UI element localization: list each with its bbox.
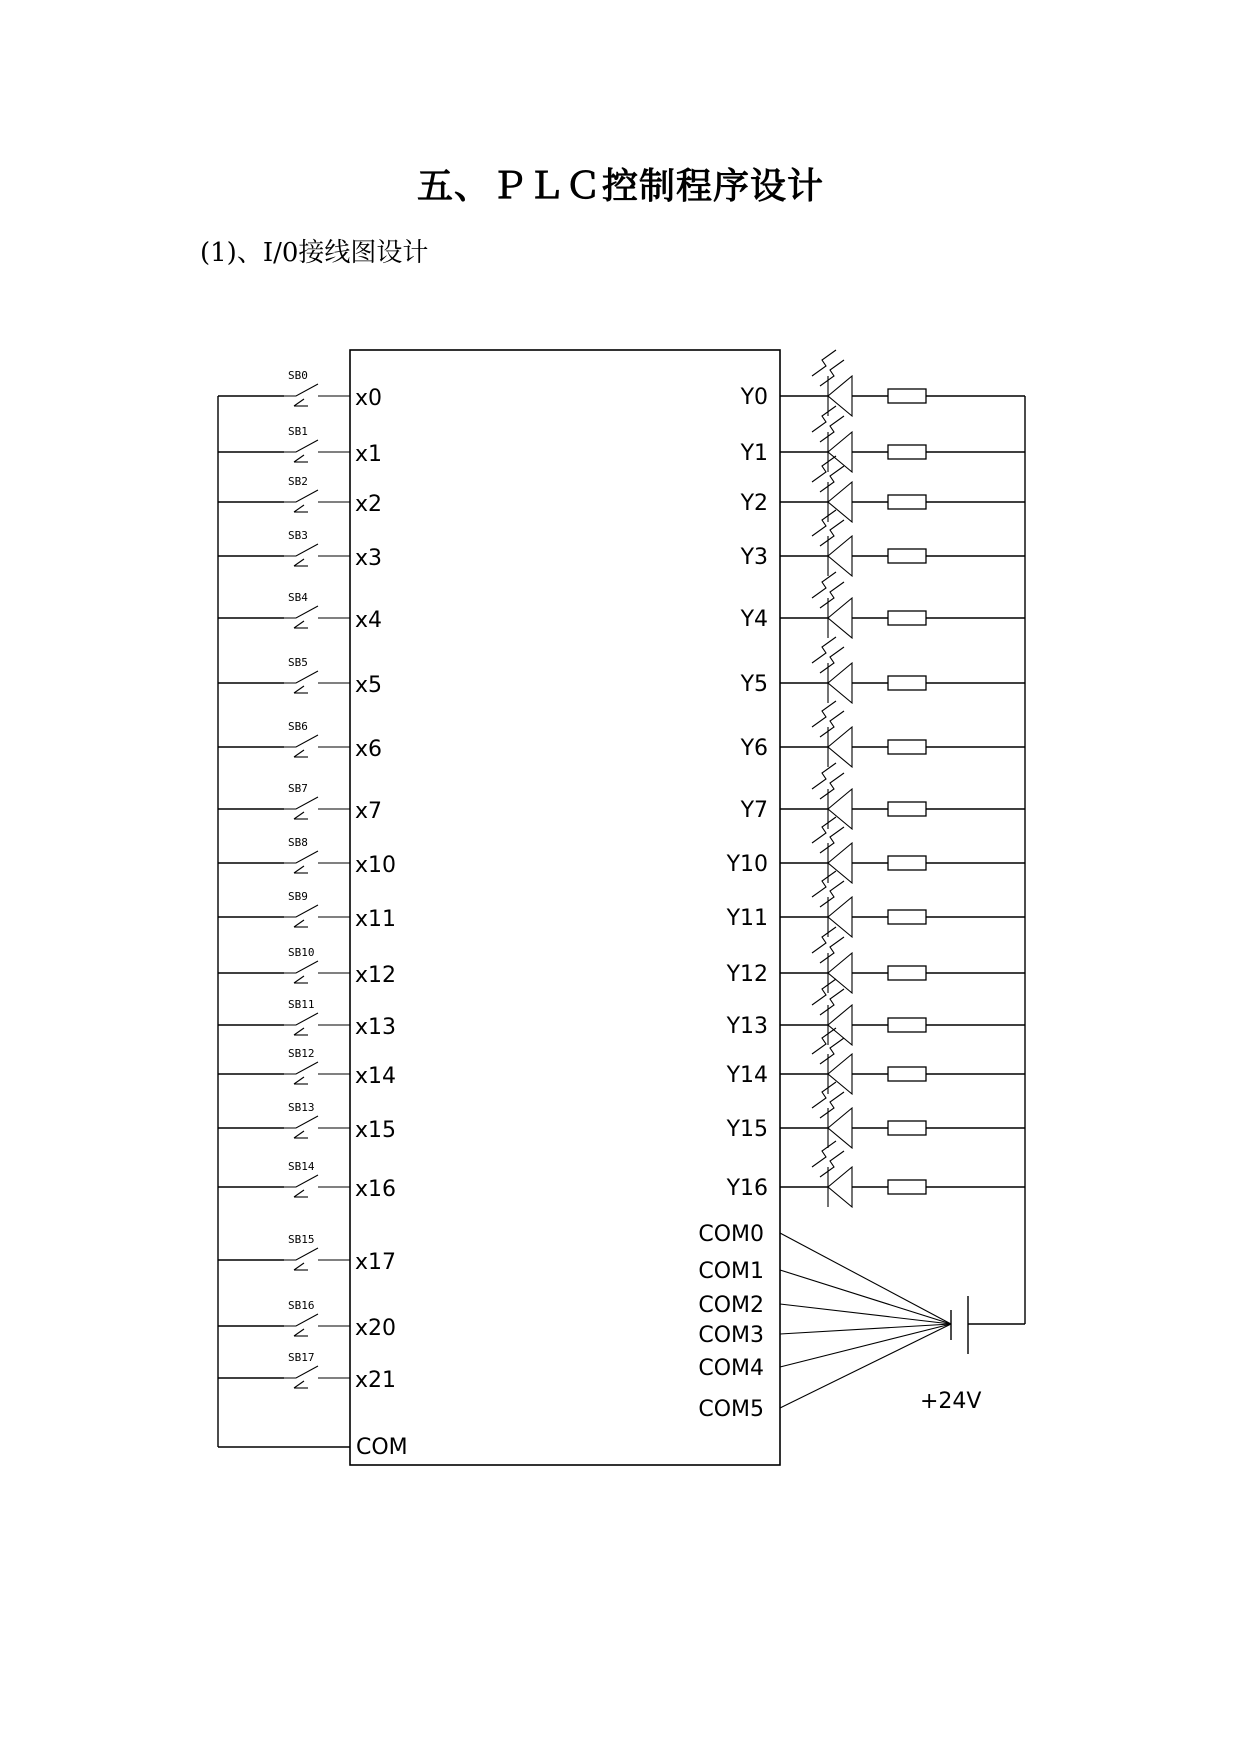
input-terminal-label: x11 — [355, 907, 397, 932]
output-terminal-label: Y4 — [740, 607, 768, 632]
resistor-icon — [888, 676, 926, 690]
resistor-icon — [888, 1018, 926, 1032]
common-terminal-label: COM4 — [698, 1356, 764, 1381]
output-channel — [726, 927, 1025, 993]
input-terminal-label: x20 — [355, 1316, 397, 1341]
output-terminal-label: Y3 — [740, 545, 768, 570]
resistor-icon — [888, 611, 926, 625]
resistor-icon — [888, 389, 926, 403]
output-channel — [726, 1028, 1025, 1094]
input-terminal-label: x0 — [355, 386, 383, 411]
input-terminal-label: x5 — [355, 673, 383, 698]
input-terminal-label: x13 — [355, 1015, 397, 1040]
resistor-icon — [888, 1121, 926, 1135]
push-button-switch-icon — [284, 797, 350, 819]
switch-label: SB13 — [288, 1101, 315, 1114]
section-subtitle: (1)、I/0接线图设计 — [200, 238, 429, 268]
common-terminal-label: COM2 — [698, 1293, 764, 1318]
push-button-switch-icon — [284, 961, 350, 983]
switch-label: SB2 — [288, 475, 308, 488]
input-channel — [218, 475, 382, 517]
output-terminal-label: Y16 — [726, 1176, 768, 1201]
input-terminal-label: x14 — [355, 1064, 397, 1089]
output-terminal-label: Y11 — [726, 906, 768, 931]
switch-label: SB11 — [288, 998, 315, 1011]
led-icon — [812, 406, 852, 472]
output-terminal-label: Y10 — [726, 852, 768, 877]
switch-label: SB12 — [288, 1047, 315, 1060]
switch-label: SB14 — [288, 1160, 315, 1173]
led-icon — [812, 350, 852, 416]
output-channel — [726, 1082, 1025, 1148]
output-channel — [726, 1141, 1025, 1207]
led-icon — [812, 701, 852, 767]
output-channel — [726, 817, 1025, 883]
output-terminal-label: Y2 — [740, 491, 768, 516]
push-button-switch-icon — [284, 544, 350, 566]
output-terminal-label: Y7 — [740, 798, 768, 823]
led-icon — [812, 1028, 852, 1094]
push-button-switch-icon — [284, 384, 350, 406]
common-terminal-label: COM3 — [698, 1323, 764, 1348]
input-terminal-label: x2 — [355, 492, 383, 517]
output-channel — [740, 456, 1025, 522]
resistor-icon — [888, 1180, 926, 1194]
input-channel — [218, 529, 382, 571]
led-icon — [812, 1082, 852, 1148]
led-icon — [812, 871, 852, 937]
switch-label: SB0 — [288, 369, 308, 382]
resistor-icon — [888, 966, 926, 980]
input-channel — [218, 782, 382, 824]
input-channel — [218, 1101, 396, 1143]
push-button-switch-icon — [284, 1175, 350, 1197]
input-terminal-label: x4 — [355, 608, 383, 633]
led-icon — [812, 817, 852, 883]
common-terminal-label: COM1 — [698, 1259, 764, 1284]
input-terminal-label: x6 — [355, 737, 383, 762]
push-button-switch-icon — [284, 735, 350, 757]
push-button-switch-icon — [284, 440, 350, 462]
push-button-switch-icon — [284, 1062, 350, 1084]
input-channel — [218, 946, 396, 988]
output-terminal-label: Y15 — [726, 1117, 768, 1142]
battery-icon — [951, 1296, 1025, 1354]
input-terminal-label: x17 — [355, 1250, 397, 1275]
switch-label: SB3 — [288, 529, 308, 542]
input-channel — [218, 998, 396, 1040]
input-channel — [218, 720, 382, 762]
input-terminal-label: x1 — [355, 442, 383, 467]
input-com-label: COM — [356, 1435, 408, 1460]
switch-label: SB16 — [288, 1299, 315, 1312]
switch-label: SB4 — [288, 591, 308, 604]
common-terminal-label: COM0 — [698, 1222, 764, 1247]
input-channel — [218, 1160, 396, 1202]
input-terminal-label: x10 — [355, 853, 397, 878]
output-common-channel — [698, 1323, 951, 1348]
output-terminal-label: Y6 — [740, 736, 768, 761]
push-button-switch-icon — [284, 606, 350, 628]
input-terminal-label: x7 — [355, 799, 383, 824]
output-terminal-label: Y1 — [740, 441, 768, 466]
input-terminal-label: x21 — [355, 1368, 397, 1393]
switch-label: SB6 — [288, 720, 308, 733]
push-button-switch-icon — [284, 905, 350, 927]
push-button-switch-icon — [284, 851, 350, 873]
led-icon — [812, 1141, 852, 1207]
supply-label: +24V — [920, 1389, 982, 1414]
output-channel — [726, 871, 1025, 937]
switch-label: SB9 — [288, 890, 308, 903]
resistor-icon — [888, 910, 926, 924]
resistor-icon — [888, 740, 926, 754]
output-channel — [740, 406, 1025, 472]
push-button-switch-icon — [284, 490, 350, 512]
led-icon — [812, 979, 852, 1045]
output-terminal-label: Y5 — [740, 672, 768, 697]
input-channel — [218, 591, 382, 633]
push-button-switch-icon — [284, 1314, 350, 1336]
resistor-icon — [888, 1067, 926, 1081]
input-channel — [218, 1233, 396, 1275]
resistor-icon — [888, 445, 926, 459]
input-channel — [218, 369, 382, 411]
switch-label: SB5 — [288, 656, 308, 669]
output-channel — [740, 763, 1025, 829]
output-terminal-label: Y14 — [726, 1063, 768, 1088]
output-terminal-label: Y0 — [740, 385, 768, 410]
page-title: 五、ＰＬＣ控制程序设计 — [416, 165, 824, 207]
output-channel — [740, 701, 1025, 767]
resistor-icon — [888, 549, 926, 563]
switch-label: SB17 — [288, 1351, 315, 1364]
input-channel — [218, 1299, 396, 1341]
switch-label: SB15 — [288, 1233, 315, 1246]
input-terminal-label: x16 — [355, 1177, 397, 1202]
led-icon — [812, 637, 852, 703]
switch-label: SB10 — [288, 946, 315, 959]
input-channel — [218, 1047, 396, 1089]
push-button-switch-icon — [284, 671, 350, 693]
input-terminal-label: x3 — [355, 546, 383, 571]
input-terminal-label: x15 — [355, 1118, 397, 1143]
output-terminal-label: Y13 — [726, 1014, 768, 1039]
led-icon — [812, 456, 852, 522]
switch-label: SB8 — [288, 836, 308, 849]
input-channel — [218, 836, 396, 878]
resistor-icon — [888, 856, 926, 870]
output-terminal-label: Y12 — [726, 962, 768, 987]
input-channel — [218, 890, 396, 932]
led-icon — [812, 572, 852, 638]
led-icon — [812, 510, 852, 576]
input-terminal-label: x12 — [355, 963, 397, 988]
led-icon — [812, 763, 852, 829]
switch-label: SB1 — [288, 425, 308, 438]
output-channel — [740, 350, 1025, 416]
output-channel — [740, 510, 1025, 576]
push-button-switch-icon — [284, 1366, 350, 1388]
input-channel — [218, 1351, 396, 1393]
push-button-switch-icon — [284, 1248, 350, 1270]
output-common-channel — [698, 1293, 951, 1324]
input-channel — [218, 425, 382, 467]
push-button-switch-icon — [284, 1116, 350, 1138]
resistor-icon — [888, 495, 926, 509]
output-channel — [726, 979, 1025, 1045]
led-icon — [812, 927, 852, 993]
output-channel — [740, 572, 1025, 638]
resistor-icon — [888, 802, 926, 816]
common-terminal-label: COM5 — [698, 1397, 764, 1422]
input-channel — [218, 656, 382, 698]
switch-label: SB7 — [288, 782, 308, 795]
output-channel — [740, 637, 1025, 703]
push-button-switch-icon — [284, 1013, 350, 1035]
